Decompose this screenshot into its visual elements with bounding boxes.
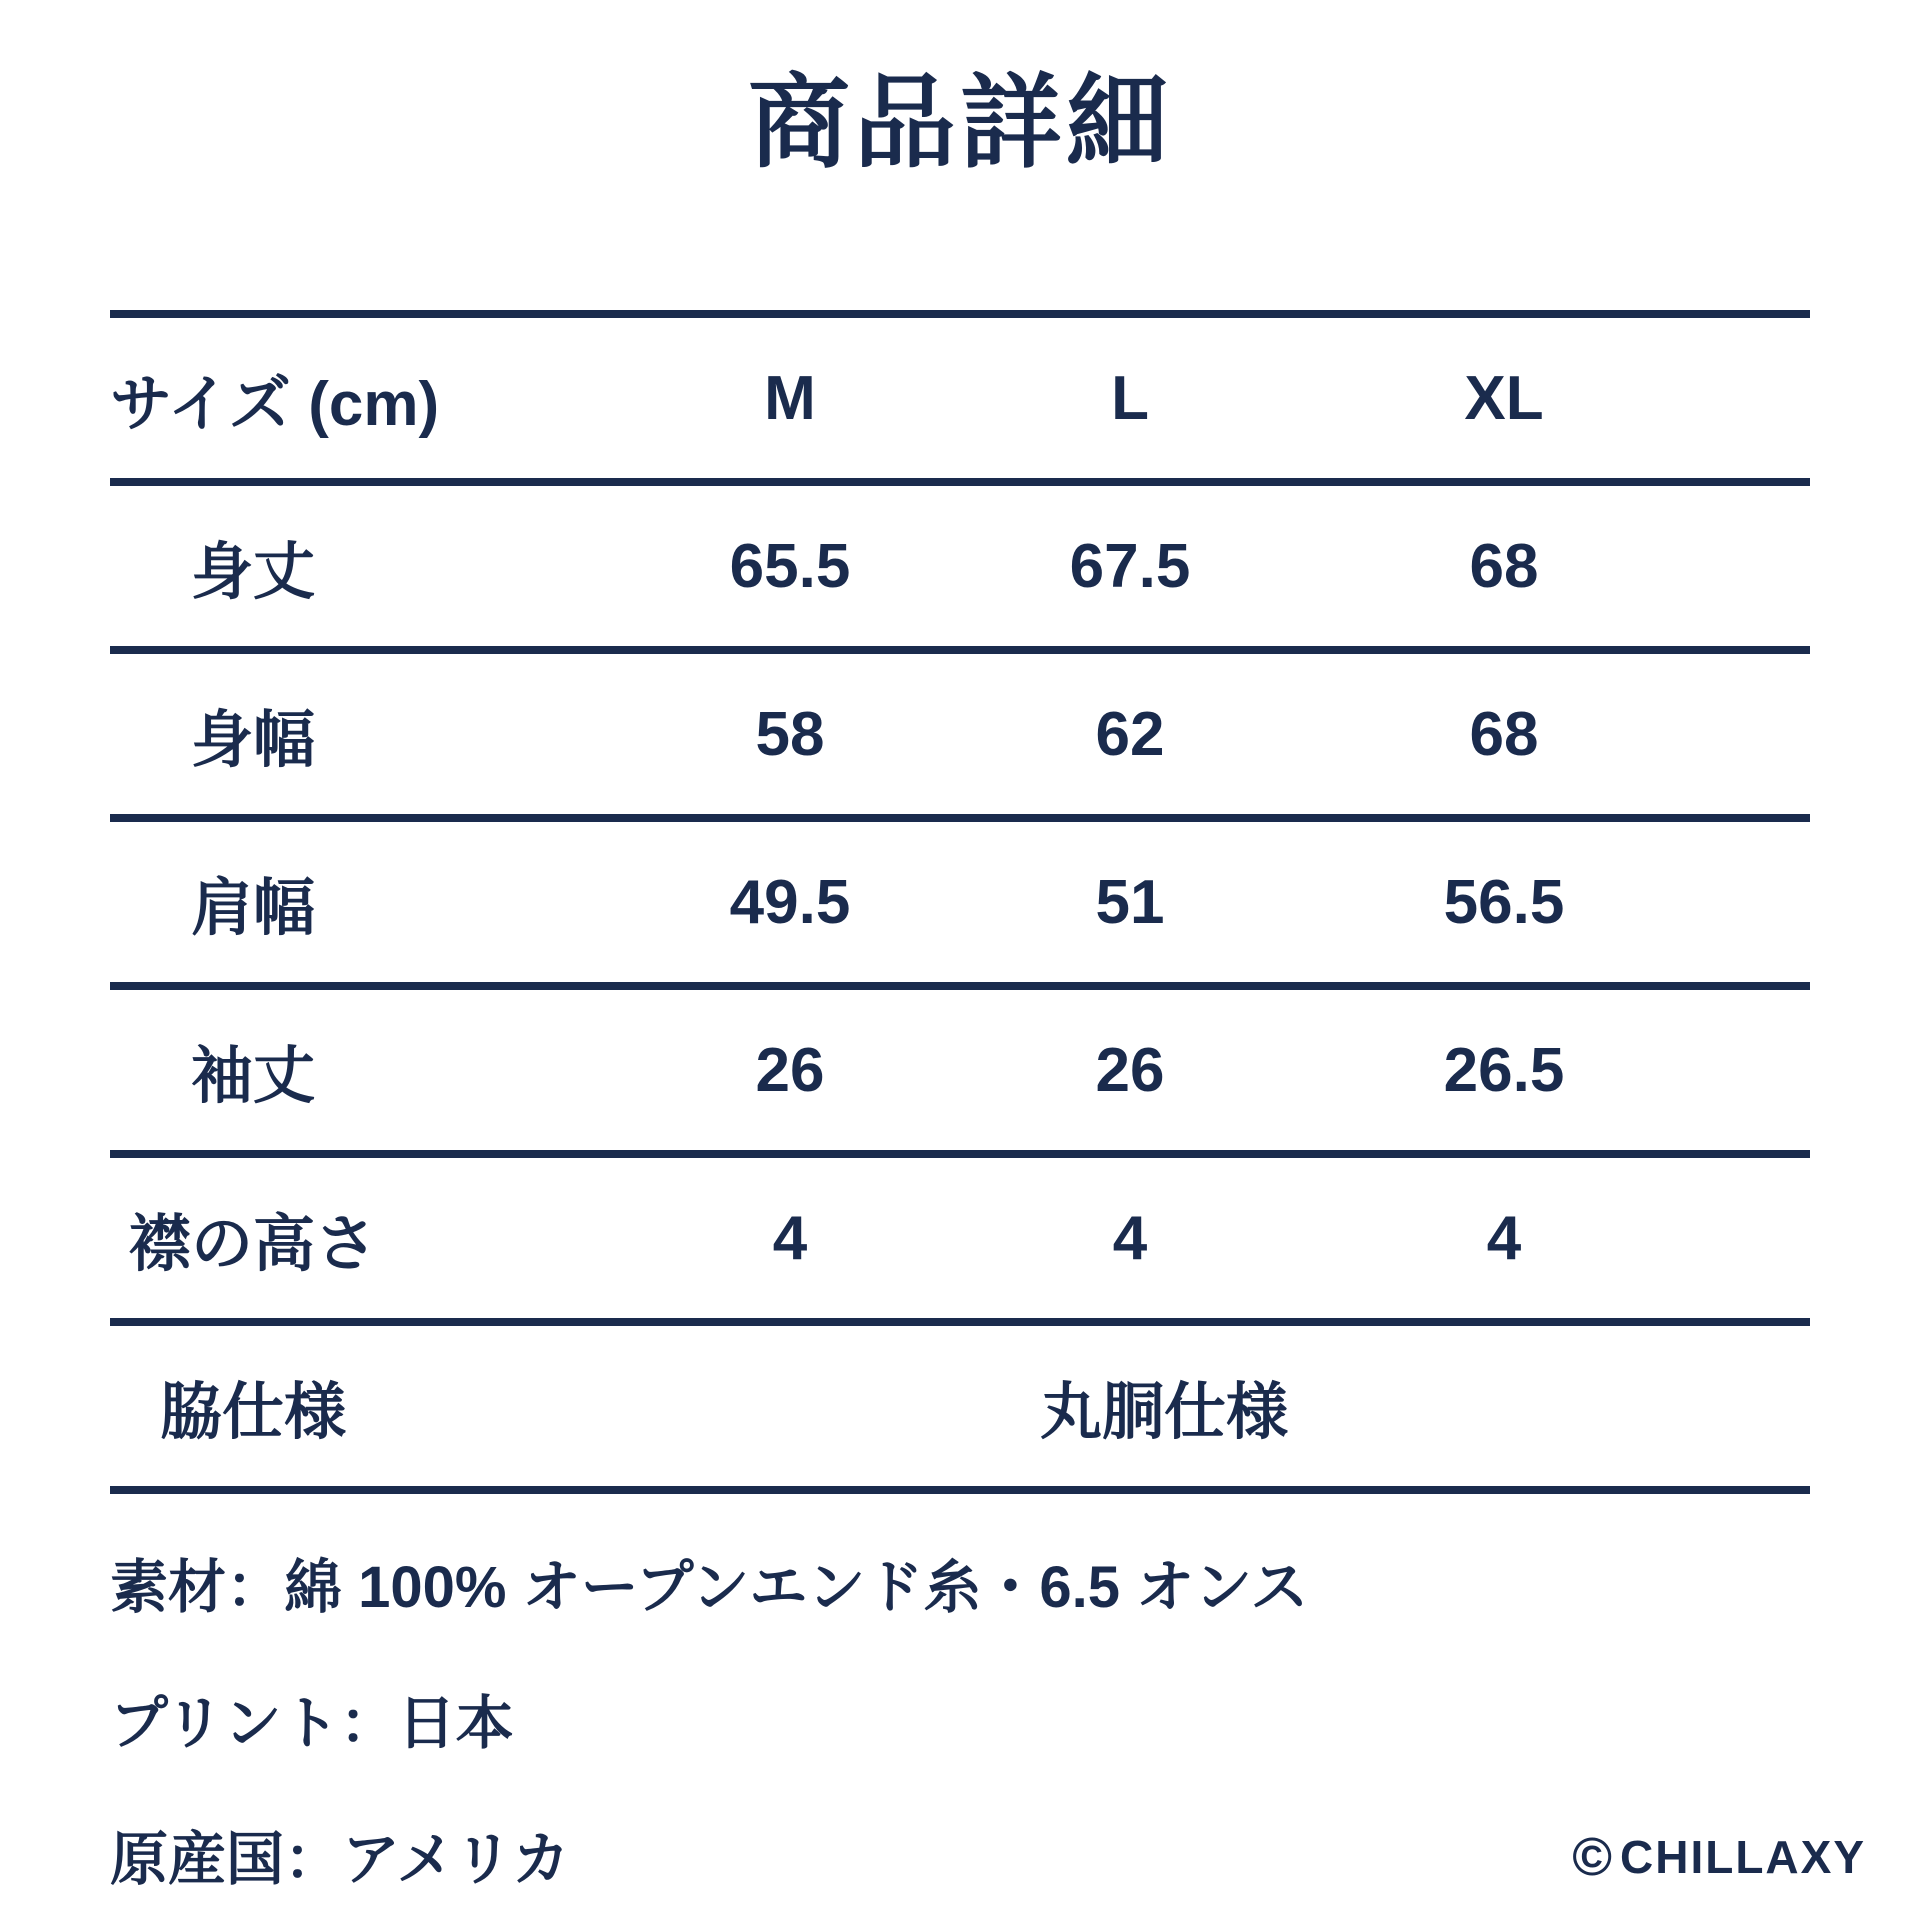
measurement-value-m: 4 [772,1203,808,1273]
spacer-cell [1742,482,1810,650]
measurement-value-xl: 26.5 [1443,1035,1565,1105]
table-row-collar-height [110,1154,1810,1322]
spacer-cell [1742,1322,1810,1490]
size-col-header-xl: XL [1464,363,1544,433]
material-note: 素材：綿 100% オープンエンド糸・6.5 オンス [110,1555,1309,1620]
row-label: 襟の高さ [128,1209,377,1279]
size-unit-header: サイズ (cm) [110,369,440,439]
copyright [1572,1827,1866,1887]
copyright-icon: © [1572,1827,1612,1887]
spacer-cell [1742,650,1810,818]
spacer-cell [1742,314,1810,482]
size-table-header-row [110,314,1810,482]
measurement-value-m: 26 [755,1035,825,1105]
measurement-value-m: 58 [755,699,825,769]
table-row-body-length [110,482,1810,650]
measurement-value-m: 65.5 [729,531,851,601]
measurement-value-l: 62 [1095,699,1165,769]
size-col-header-l: L [1111,363,1149,433]
row-label: 身丈 [190,537,315,607]
measurement-value-l: 26 [1095,1035,1165,1105]
merged-spec-value: 丸胴仕様 [1039,1377,1288,1447]
table-row-body-width [110,650,1810,818]
measurement-value-m: 49.5 [729,867,851,937]
spacer-cell [1742,1154,1810,1322]
measurement-value-xl: 68 [1469,699,1539,769]
measurement-value-xl: 4 [1486,1203,1522,1273]
measurement-value-l: 67.5 [1069,531,1191,601]
measurement-value-l: 4 [1112,1203,1148,1273]
spacer-cell [1742,818,1810,986]
table-row-side-spec [110,1322,1810,1490]
row-label: 身幅 [190,705,315,775]
row-label: 袖丈 [190,1041,315,1111]
print-note: プリント：日本 [110,1691,514,1756]
row-label: 肩幅 [190,873,315,943]
measurement-value-xl: 56.5 [1443,867,1565,937]
size-col-header-m: M [764,363,816,433]
measurement-value-l: 51 [1095,867,1165,937]
table-row-sleeve-length [110,986,1810,1154]
measurement-value-xl: 68 [1469,531,1539,601]
brand-name: CHILLAXY [1620,1831,1866,1883]
product-notes [110,1520,1308,1928]
origin-note: 原産国：アメリカ [110,1827,570,1892]
table-row-shoulder-width [110,818,1810,986]
page-title: 商品詳細 [748,66,1172,180]
size-table [110,310,1810,1494]
row-label: 脇仕様 [159,1377,346,1447]
spacer-cell [1742,986,1810,1154]
